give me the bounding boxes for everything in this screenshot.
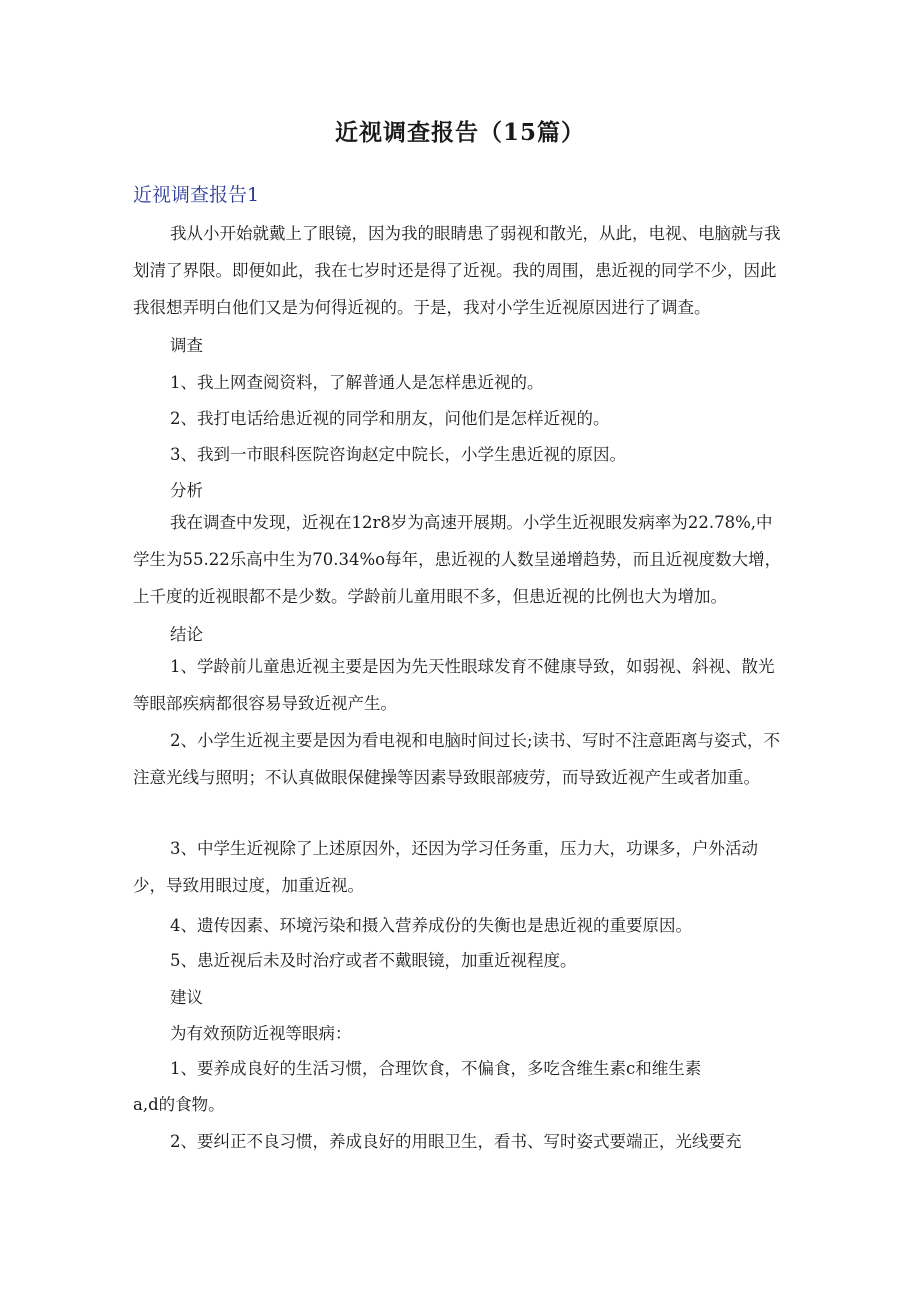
heading-conclusion: 结论 bbox=[170, 625, 203, 644]
heading-investigation: 调查 bbox=[170, 336, 203, 355]
heading-analysis: 分析 bbox=[170, 481, 203, 500]
suggestion-item-1-cont: a,d的食物。 bbox=[133, 1095, 225, 1114]
conclusion-item-5: 5、患近视后未及时治疗或者不戴眼镜，加重近视程度。 bbox=[170, 951, 577, 970]
suggestion-intro: 为有效预防近视等眼病： bbox=[170, 1024, 352, 1043]
investigation-item-1: 1、我上网查阅资料，了解普通人是怎样患近视的。 bbox=[170, 373, 544, 392]
conclusion-item-2: 2、小学生近视主要是因为看电视和电脑时间过长;读书、写时不注意距离与姿式，不注意光线与照明；不认真做眼保健操等因素导致眼部疲劳，而导致近视产生或者加重。 bbox=[133, 731, 781, 787]
document-title: 近视调查报告（15篇） bbox=[334, 119, 585, 146]
heading-suggestion: 建议 bbox=[170, 988, 203, 1007]
conclusion-item-4: 4、遗传因素、环境污染和摄入营养成份的失衡也是患近视的重要原因。 bbox=[170, 916, 692, 935]
conclusion-item-1: 1、学龄前儿童患近视主要是因为先天性眼球发育不健康导致，如弱视、斜视、散光等眼部疾病都很容易导致近视产生。 bbox=[133, 657, 775, 713]
analysis-paragraph: 我在调查中发现，近视在12r8岁为高速开展期。小学生近视眼发病率为22.78%,中学生为55.22乐高中生为70.34%o每年，患近视的人数呈递增趋势，而且近视度数大增，上千度的近视眼都不是少数。学龄前儿童用眼不多，但患近视的比例也大为增加。 bbox=[133, 513, 782, 606]
conclusion-item-3: 3、中学生近视除了上述原因外，还因为学习任务重，压力大，功课多，户外活动少，导致用眼过度，加重近视。 bbox=[133, 839, 758, 895]
suggestion-item-1: 1、要养成良好的生活习惯，合理饮食，不偏食，多吃含维生素c和维生素 bbox=[170, 1059, 702, 1078]
section-subtitle: 近视调查报告1 bbox=[133, 184, 260, 206]
investigation-item-3: 3、我到一市眼科医院咨询赵定中院长，小学生患近视的原因。 bbox=[170, 445, 626, 464]
intro-paragraph: 我从小开始就戴上了眼镜，因为我的眼睛患了弱视和散光，从此，电视、电脑就与我划清了界限。即便如此，我在七岁时还是得了近视。我的周围，患近视的同学不少，因此我很想弄明白他们又是为何得近视的。于是，我对小学生近视原因进行了调查。 bbox=[133, 224, 781, 317]
suggestion-item-2: 2、要纠正不良习惯，养成良好的用眼卫生，看书、写时姿式要端正，光线要充 bbox=[170, 1132, 742, 1151]
investigation-item-2: 2、我打电话给患近视的同学和朋友，问他们是怎样近视的。 bbox=[170, 409, 610, 428]
